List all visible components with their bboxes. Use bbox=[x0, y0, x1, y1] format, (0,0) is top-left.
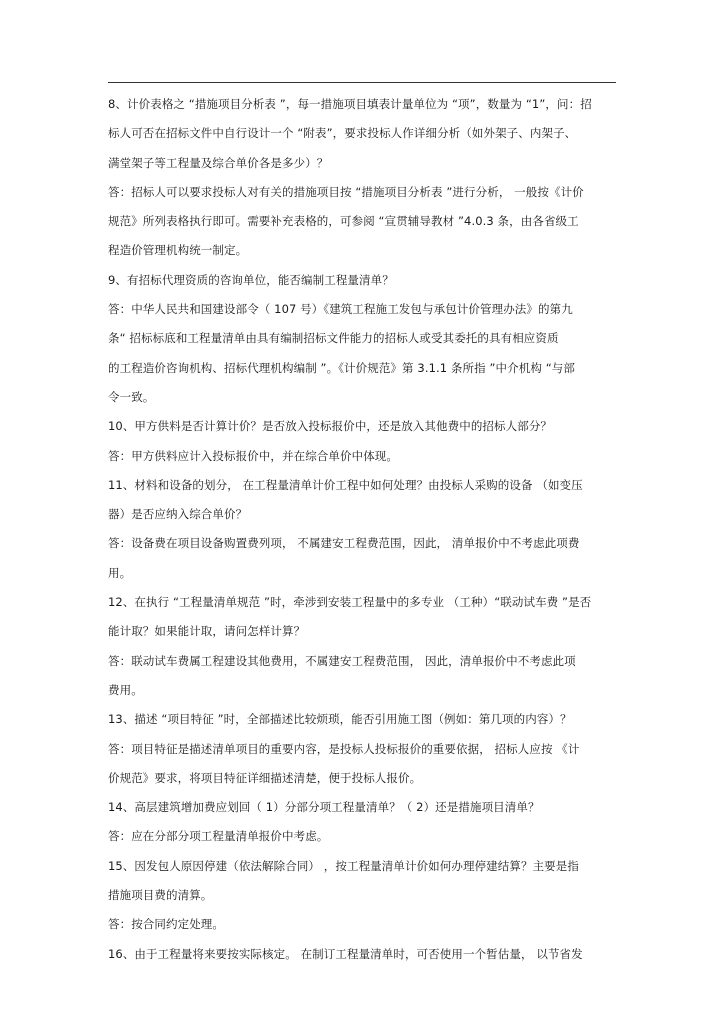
a12-line-2: 费用。 bbox=[108, 682, 143, 697]
q14-line-1: 14、高层建筑增加费应划回（ 1）分部分项工程量清单？（ 2）还是措施项目清单？ bbox=[108, 800, 540, 815]
a11-line-2: 用。 bbox=[108, 565, 132, 580]
q12-line-1: 12、在执行 “工程量清单规范 ”时，牵涉到安装工程量中的多专业 （工种）“联动试车费 ”是否 bbox=[108, 595, 592, 610]
a9-line-3: 的工程造价咨询机构、招标代理机构编制 ”。《计价规范》第 3.1.1 条所指 ”中介机构 “与部 bbox=[108, 360, 575, 375]
a13-line-1: 答：项目特征是描述清单项目的重要内容，是投标人投标报价的重要依据， 招标人应按 《计 bbox=[108, 741, 580, 756]
a13-line-2: 价规范》要求，将项目特征详细描述清楚，便于投标人报价。 bbox=[108, 770, 422, 785]
q10-line-1: 10、甲方供料是否计算计价？是否放入投标报价中，还是放入其他费中的招标人部分？ bbox=[108, 419, 553, 434]
a8-line-1: 答：招标人可以要求投标人对有关的措施项目按 “措施项目分析表 ”进行分析， 一般按《计价 bbox=[108, 184, 584, 199]
q8-line-1: 8、计价表格之 “措施项目分析表 ”，每一措施项目填表计量单位为 “项”，数量为 “1”，问：招 bbox=[108, 97, 592, 111]
q13-line-1: 13、描述 “项目特征 ”时，全部描述比较烦琐，能否引用施工图（例如：第几项的内容）？ bbox=[108, 712, 572, 727]
q12-line-2: 能计取？如果能计取，请问怎样计算？ bbox=[108, 624, 306, 639]
a15-line-1: 答：按合同约定处理。 bbox=[108, 917, 224, 932]
q9-line-1: 9、有招标代理资质的咨询单位，能否编制工程量清单？ bbox=[108, 272, 394, 287]
a14-line-1: 答：应在分部分项工程量清单报价中考虑。 bbox=[108, 829, 329, 844]
q11-line-1: 11、材料和设备的划分， 在工程量清单计价工程中如何处理？由投标人采购的设备 （如变压 bbox=[108, 477, 583, 492]
a8-line-3: 程造价管理机构统一制定。 bbox=[108, 243, 248, 258]
a9-line-2: 条“ 招标标底和工程量清单由具有编制招标文件能力的招标人或受其委托的具有相应资质 bbox=[108, 331, 559, 346]
q8-line-2: 标人可否在招标文件中自行设计一个 “附表”，要求投标人作详细分析（如外架子、内架子、 bbox=[108, 126, 577, 141]
q15-line-1: 15、因发包人原因停建（依法解除合同） ，按工程量清单计价如何办理停建结算？主要是指 bbox=[108, 858, 579, 873]
document-body bbox=[108, 90, 618, 969]
q11-line-2: 器）是否应纳入综合单价？ bbox=[108, 507, 248, 522]
a10-line-1: 答：甲方供料应计入投标报价中，并在综合单价中体现。 bbox=[108, 448, 398, 463]
a9-line-4: 令一致。 bbox=[108, 389, 155, 404]
a9-line-1: 答：中华人民共和国建设部令（ 107 号）《建筑工程施工发包与承包计价管理办法》的第九 bbox=[108, 302, 573, 317]
q8-line-3: 满堂架子等工程量及综合单价各是多少）？ bbox=[108, 155, 329, 170]
q16-line-1: 16、由于工程量将来要按实际核定。 在制订工程量清单时，可否使用一个暂估量， 以节省发 bbox=[108, 946, 583, 961]
a12-line-1: 答：联动试车费属工程建设其他费用，不属建安工程费范围， 因此，清单报价中不考虑此项 bbox=[108, 653, 576, 668]
q15-line-2: 措施项目费的清算。 bbox=[108, 888, 213, 903]
a8-line-2: 规范》所列表格执行即可。需要补充表格的，可参阅 “宣贯辅导教材 ”4.0.3 条，由各省级工 bbox=[108, 214, 579, 229]
header-rule bbox=[108, 82, 616, 83]
a11-line-1: 答：设备费在项目设备购置费列项， 不属建安工程费范围，因此， 清单报价中不考虑此项费 bbox=[108, 536, 580, 551]
